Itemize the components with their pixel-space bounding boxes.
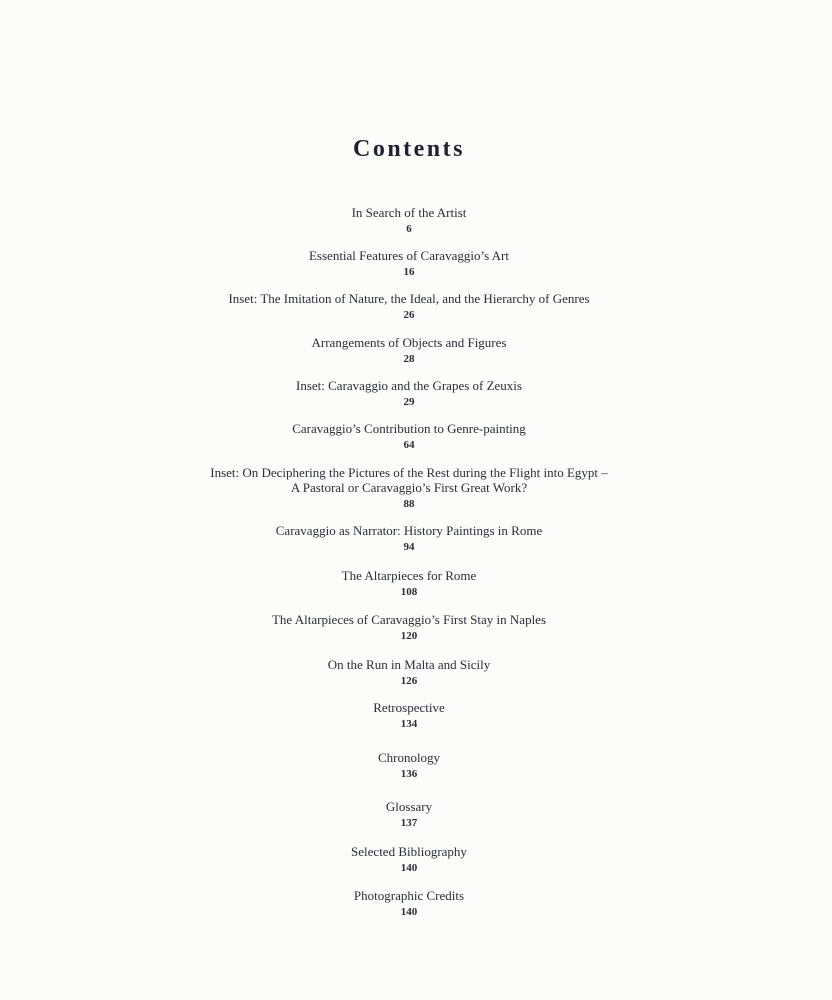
toc-entry-title: In Search of the Artist bbox=[351, 205, 467, 220]
toc-entry-title: The Altarpieces for Rome bbox=[341, 568, 477, 583]
toc-entry-title: Selected Bibliography bbox=[351, 844, 467, 859]
toc-entry-page: 136 bbox=[400, 768, 418, 780]
toc-entry bbox=[0, 421, 818, 452]
toc-entry-title-continued: A Pastoral or Caravaggio’s First Great Work? bbox=[290, 480, 528, 495]
toc-entry-title: Essential Features of Caravaggio’s Art bbox=[308, 248, 509, 263]
toc-entry-page: 16 bbox=[403, 266, 415, 278]
toc-entry-title: Inset: On Deciphering the Pictures of the Rest during the Flight into Egypt – bbox=[210, 465, 608, 480]
toc-entry bbox=[0, 844, 818, 875]
toc-entry bbox=[0, 568, 818, 599]
toc-entry-page: 29 bbox=[403, 396, 415, 408]
toc-entry-page: 137 bbox=[400, 817, 418, 829]
toc-entry bbox=[0, 799, 818, 830]
toc-entry-title: Inset: Caravaggio and the Grapes of Zeuxis bbox=[296, 378, 522, 393]
toc-entry bbox=[0, 378, 818, 409]
toc-entry-page: 120 bbox=[400, 630, 418, 642]
toc-entry-page: 108 bbox=[400, 586, 418, 598]
toc-entry bbox=[0, 888, 818, 919]
toc-entry-title: Caravaggio’s Contribution to Genre-painting bbox=[292, 421, 526, 436]
toc-entry-page: 140 bbox=[400, 906, 418, 918]
toc-entry-page: 94 bbox=[403, 541, 415, 553]
toc-entry-title: Photographic Credits bbox=[353, 888, 465, 903]
toc-entry-page: 26 bbox=[403, 309, 415, 321]
toc-entry-page: 140 bbox=[400, 862, 418, 874]
toc-entry-title: Chronology bbox=[377, 750, 441, 765]
toc-entry bbox=[0, 335, 818, 366]
toc-entry bbox=[0, 248, 818, 279]
toc-entry-title: Glossary bbox=[385, 799, 433, 814]
toc-entry-title: Arrangements of Objects and Figures bbox=[311, 335, 507, 350]
toc-entry bbox=[0, 700, 818, 731]
toc-entry-page: 88 bbox=[403, 498, 415, 510]
toc-entry-page: 134 bbox=[400, 718, 418, 730]
toc-entry-title: The Altarpieces of Caravaggio’s First Stay in Naples bbox=[271, 612, 547, 627]
toc-entry bbox=[0, 205, 818, 236]
page-title: Contents bbox=[352, 136, 465, 162]
toc-entry-page: 126 bbox=[400, 675, 418, 687]
toc-entry bbox=[0, 523, 818, 554]
toc-entry bbox=[0, 657, 818, 688]
toc-entry-page: 64 bbox=[403, 439, 415, 451]
toc-entry-page: 6 bbox=[406, 223, 412, 235]
toc-entry bbox=[0, 612, 818, 643]
toc-entry-title: Inset: The Imitation of Nature, the Ideal, and the Hierarchy of Genres bbox=[228, 291, 590, 306]
toc-entry-title: Caravaggio as Narrator: History Paintings in Rome bbox=[275, 523, 543, 538]
toc-entry-title: On the Run in Malta and Sicily bbox=[327, 657, 491, 672]
toc-entry bbox=[0, 465, 818, 511]
toc-entry-title: Retrospective bbox=[373, 700, 445, 715]
toc-entry bbox=[0, 291, 818, 322]
toc-entry bbox=[0, 750, 818, 781]
toc-entry-page: 28 bbox=[403, 353, 415, 365]
